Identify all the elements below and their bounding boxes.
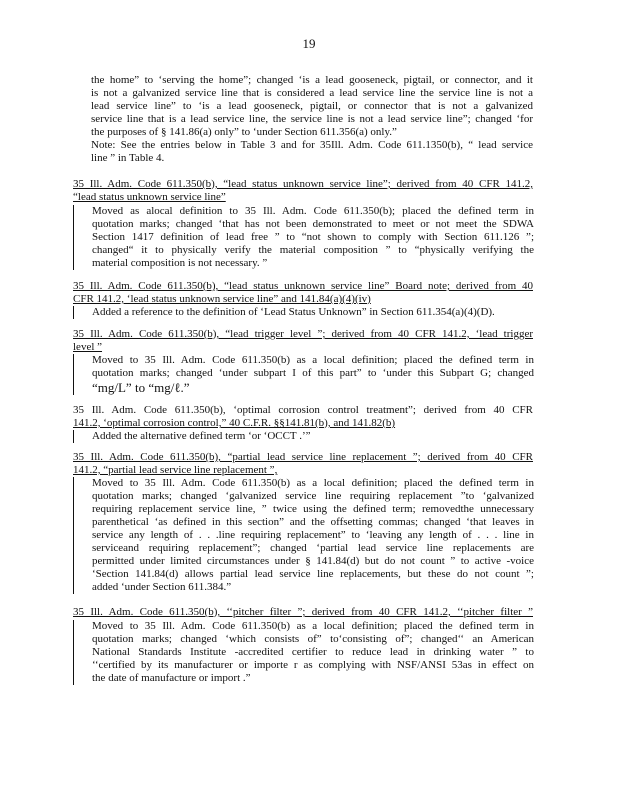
entry-body xyxy=(73,306,534,319)
body-line: permitted under limited circumstances under § 141.84(d) but do not count ” to active -voice xyxy=(92,555,534,567)
body-line: Moved to 35 Ill. Adm. Code 611.350(b) as a local definition; placed the defined term in xyxy=(92,620,534,632)
body-line: requiring replacement service line, ” twice using the defined term; removedthe unnecessary xyxy=(92,503,534,515)
body-line: quotation marks; changed ‘that has not been demonstrated to meet or not meet the SDWA xyxy=(92,218,534,230)
entry-heading xyxy=(73,178,533,204)
body-line: parenthetical ‘as defined in this section” and the offsetting commas; changed ‘that leaves in xyxy=(92,516,534,528)
text-line: line ” in Table 4. xyxy=(91,152,165,164)
body-line: quotation marks; changed ‘which consists of” to‘consisting of”; changed‘‘ an American xyxy=(92,633,534,645)
body-line: ‘‘certified by its manufacturer or importe r as complying with NSF/ANSI 53as in effect on xyxy=(92,659,534,671)
heading-line: 141.2, ‘optimal corrosion control,” 40 C.F.R. §§141.81(b), and 141.82(b) xyxy=(73,417,396,429)
heading-line: “lead status unknown service line” xyxy=(73,191,226,203)
body-line: Moved to 35 Ill. Adm. Code 611.350(b) as a local definition; placed the defined term in xyxy=(92,477,534,489)
text-line: is not a galvanized service line that is considered a lead service line the service line is not a xyxy=(91,87,533,99)
entry-heading xyxy=(73,404,533,430)
text-line: lead service line” to ‘is a lead gooseneck, pigtail, or connector that is not a galvanized xyxy=(91,100,533,112)
body-line: quotation marks; changed ‘galvanized service line requiring replacement ”to ‘galvanized xyxy=(92,490,534,502)
body-line: Added a reference to the definition of ‘Lead Status Unknown” in Section 611.354(a)(4)(D). xyxy=(92,306,495,318)
entry-body xyxy=(73,477,534,594)
heading-line: 35 Ill. Adm. Code 611.350(b), ‘‘pitcher filter ”; derived from 40 CFR 141.2, ‘‘pitcher filter ” xyxy=(73,606,533,618)
heading-line: 141.2, “partial lead service line replacement ”, xyxy=(73,464,278,476)
text-line: the purposes of § 141.86(a) only” to ‘under Section 611.356(a) only.” xyxy=(91,126,397,138)
entry-heading xyxy=(73,280,533,306)
continuation-paragraph xyxy=(91,74,533,165)
text-line: the home” to ‘serving the home”; changed ‘is a lead gooseneck, pigtail, or connector, and it xyxy=(91,74,533,86)
body-line: material composition is not necessary. ” xyxy=(92,257,268,269)
page-number: 19 xyxy=(302,36,316,51)
body-line: changed“ it to physically verify the material composition ” to “physically verifying the xyxy=(92,244,534,256)
body-line: ‘Section 141.84(d) allows partial lead service line replacements, but these do not count ”; xyxy=(92,568,534,580)
body-line: Moved to 35 Ill. Adm. Code 611.350(b) as a local definition; placed the defined term in xyxy=(92,354,534,366)
heading-line: 35 Ill. Adm. Code 611.350(b), “lead status unknown service line”; derived from 40 CFR 141.2, xyxy=(73,178,533,190)
body-line: Moved as alocal definition to 35 Ill. Adm. Code 611.350(b); placed the defined term in xyxy=(92,205,534,217)
text-line: Note: See the entries below in Table 3 and for 35Ill. Adm. Code 611.1350(b), “ lead service xyxy=(91,139,533,151)
body-line: “mg/L” to “mg/ℓ.” xyxy=(92,380,190,395)
heading-line: 35 Ill. Adm. Code 611.350(b), ‘optimal corrosion control treatment”; derived from 40 CFR xyxy=(73,404,533,416)
entry-body xyxy=(73,205,534,270)
heading-line: 35 Ill. Adm. Code 611.350(b), “lead trigger level ”; derived from 40 CFR 141.2, ‘lead trigger xyxy=(73,328,533,340)
body-line: serviceand requiring replacement”; changed ‘partial lead service line replacements are xyxy=(92,542,534,554)
body-line: service any length of . . .line requiring replacement” to ‘leaving any length of . . . line in xyxy=(92,529,534,541)
entry-heading xyxy=(73,451,533,477)
heading-line: CFR 141.2, ‘lead status unknown service line” and 141.84(a)(4)(iv) xyxy=(73,293,371,305)
body-line: Added the alternative defined term ‘or ‘OCCT .’” xyxy=(92,430,311,442)
body-line: the date of manufacture or import .” xyxy=(92,672,251,684)
heading-line: 35 Ill. Adm. Code 611.350(b), “lead status unknown service line” Board note; derived from 40 xyxy=(73,280,533,292)
body-line: added ‘under Section 611.384.” xyxy=(92,581,232,593)
text-line: service line that is a lead service line, the service line is not a lead service line”; changed ‘for xyxy=(91,113,533,125)
body-line: Section 1417 definition of lead free ” to “not shown to comply with Section 611.126 ”; xyxy=(92,231,534,243)
entry-heading xyxy=(73,328,533,354)
body-line: quotation marks; changed ‘under subpart I of this part” to ‘under this Subpart G; changed xyxy=(92,367,534,379)
entry-body xyxy=(73,620,534,685)
entry-body xyxy=(73,354,534,395)
body-line: National Standards Institute -accredited certifier to reduce lead in drinking water ” to xyxy=(92,646,534,658)
entry-body xyxy=(73,430,534,443)
entry-heading xyxy=(73,606,533,619)
heading-line: 35 Ill. Adm. Code 611.350(b), “partial lead service line replacement ”; derived from 40 CFR xyxy=(73,451,533,463)
heading-line: level ” xyxy=(73,341,103,353)
